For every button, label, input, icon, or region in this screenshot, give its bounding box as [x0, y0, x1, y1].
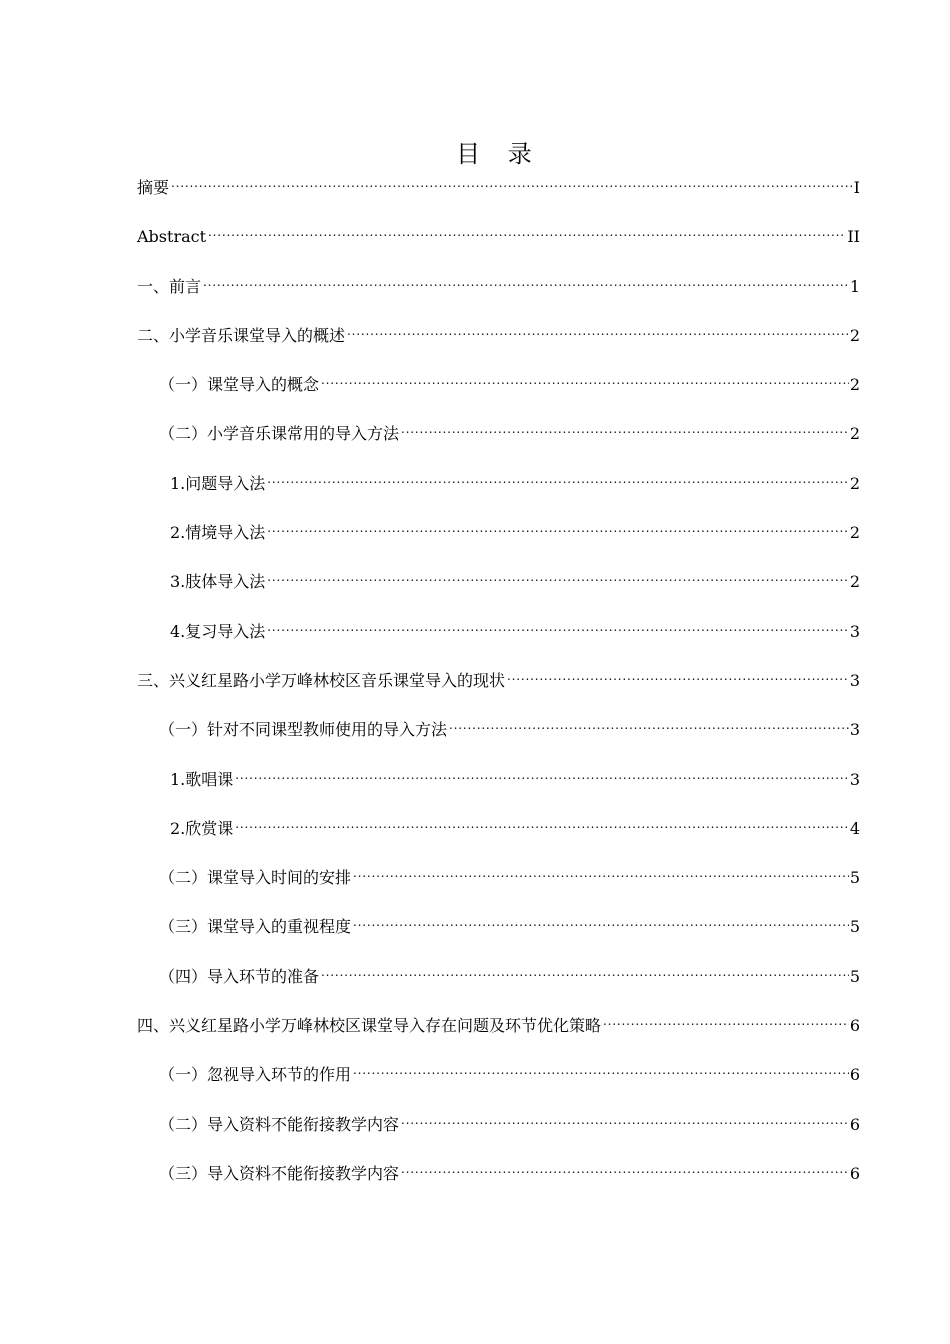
toc-dot-leader — [321, 365, 849, 395]
toc-page-number: 6 — [849, 1016, 860, 1036]
toc-dot-leader — [401, 1154, 849, 1184]
toc-entry[interactable] — [137, 863, 860, 912]
toc-page-number: 5 — [849, 868, 860, 888]
toc-page-number: 5 — [849, 966, 860, 986]
toc-page-number: 6 — [849, 1065, 860, 1085]
toc-entry-label: Abstract — [137, 227, 207, 247]
toc-entry[interactable] — [137, 814, 860, 863]
toc-page-number: 2 — [849, 572, 860, 592]
toc-entry-label: （一）忽视导入环节的作用 — [159, 1065, 352, 1085]
toc-entry[interactable] — [137, 469, 860, 518]
toc-page-number: 2 — [849, 424, 860, 444]
toc-page-number: 4 — [849, 818, 860, 838]
toc-dot-leader — [401, 1105, 849, 1135]
toc-page-number: II — [847, 227, 860, 247]
toc-dot-leader — [449, 710, 849, 740]
toc-entry-label: 二、小学音乐课堂导入的概述 — [137, 325, 346, 345]
toc-dot-leader — [353, 1055, 849, 1085]
toc-entry[interactable] — [137, 1060, 860, 1109]
toc-entry-label: （二）小学音乐课常用的导入方法 — [159, 424, 400, 444]
toc-entry[interactable] — [137, 272, 860, 321]
toc-entry[interactable] — [137, 567, 860, 616]
toc-page-number: 3 — [849, 720, 860, 740]
toc-entry-label: 3.肢体导入法 — [170, 572, 266, 592]
toc-entry[interactable] — [137, 617, 860, 666]
toc-page-number: 2 — [849, 523, 860, 543]
toc-entry-label: （三）导入资料不能衔接教学内容 — [159, 1163, 400, 1183]
toc-dot-leader — [267, 464, 849, 494]
toc-dot-leader — [401, 414, 849, 444]
toc-entry-label: （二）导入资料不能衔接教学内容 — [159, 1114, 400, 1134]
toc-dot-leader — [267, 562, 849, 592]
toc-dot-leader — [235, 760, 849, 790]
toc-page-number: 6 — [849, 1114, 860, 1134]
toc-entry-label: （三）课堂导入的重视程度 — [159, 917, 352, 937]
toc-entry-label: （二）课堂导入时间的安排 — [159, 868, 352, 888]
toc-entry-label: 2.欣赏课 — [170, 818, 234, 838]
toc-entry[interactable] — [137, 666, 860, 715]
table-of-contents — [137, 173, 860, 1208]
toc-entry[interactable] — [137, 173, 860, 222]
toc-entry-label: 1.歌唱课 — [170, 769, 234, 789]
toc-dot-leader — [203, 267, 849, 297]
toc-entry[interactable] — [137, 962, 860, 1011]
toc-title: 目 录 — [456, 140, 542, 168]
toc-dot-leader — [603, 1006, 849, 1036]
toc-dot-leader — [235, 809, 849, 839]
toc-entry[interactable] — [137, 715, 860, 764]
toc-entry-label: （一）针对不同课型教师使用的导入方法 — [159, 720, 448, 740]
toc-entry-label: （四）导入环节的准备 — [159, 966, 320, 986]
toc-page-number: 1 — [849, 276, 860, 296]
toc-entry-label: 一、前言 — [137, 276, 202, 296]
toc-page-number: 2 — [849, 375, 860, 395]
toc-page-number: 3 — [849, 769, 860, 789]
toc-dot-leader — [353, 907, 849, 937]
toc-entry-label: 三、兴义红星路小学万峰林校区音乐课堂导入的现状 — [137, 670, 506, 690]
toc-entry[interactable] — [137, 765, 860, 814]
toc-dot-leader — [321, 957, 849, 987]
toc-entry[interactable] — [137, 222, 860, 271]
toc-entry-label: 四、兴义红星路小学万峰林校区课堂导入存在问题及环节优化策略 — [137, 1016, 602, 1036]
toc-entry-label: 1.问题导入法 — [170, 473, 266, 493]
toc-entry[interactable] — [137, 518, 860, 567]
toc-entry-label: （一）课堂导入的概念 — [159, 375, 320, 395]
toc-page-number: 3 — [849, 621, 860, 641]
toc-page-number: 5 — [849, 917, 860, 937]
toc-page-number: I — [853, 178, 860, 197]
toc-entry[interactable] — [137, 321, 860, 370]
toc-page-number: 2 — [849, 473, 860, 493]
toc-page-number: 3 — [849, 670, 860, 690]
toc-dot-leader — [353, 858, 849, 888]
toc-dot-leader — [208, 217, 846, 247]
toc-entry[interactable] — [137, 1110, 860, 1159]
toc-dot-leader — [347, 316, 849, 346]
toc-page-number: 6 — [849, 1163, 860, 1183]
toc-entry[interactable] — [137, 1011, 860, 1060]
toc-dot-leader — [267, 513, 849, 543]
toc-entry[interactable] — [137, 912, 860, 961]
toc-entry[interactable] — [137, 419, 860, 468]
toc-dot-leader — [171, 168, 853, 198]
toc-entry-label: 摘要 — [137, 178, 170, 197]
toc-entry-label: 4.复习导入法 — [170, 621, 266, 641]
toc-entry[interactable] — [137, 370, 860, 419]
toc-entry-label: 2.情境导入法 — [170, 523, 266, 543]
toc-entry[interactable] — [137, 1159, 860, 1208]
toc-dot-leader — [507, 661, 849, 691]
toc-dot-leader — [267, 612, 849, 642]
toc-page-number: 2 — [849, 325, 860, 345]
